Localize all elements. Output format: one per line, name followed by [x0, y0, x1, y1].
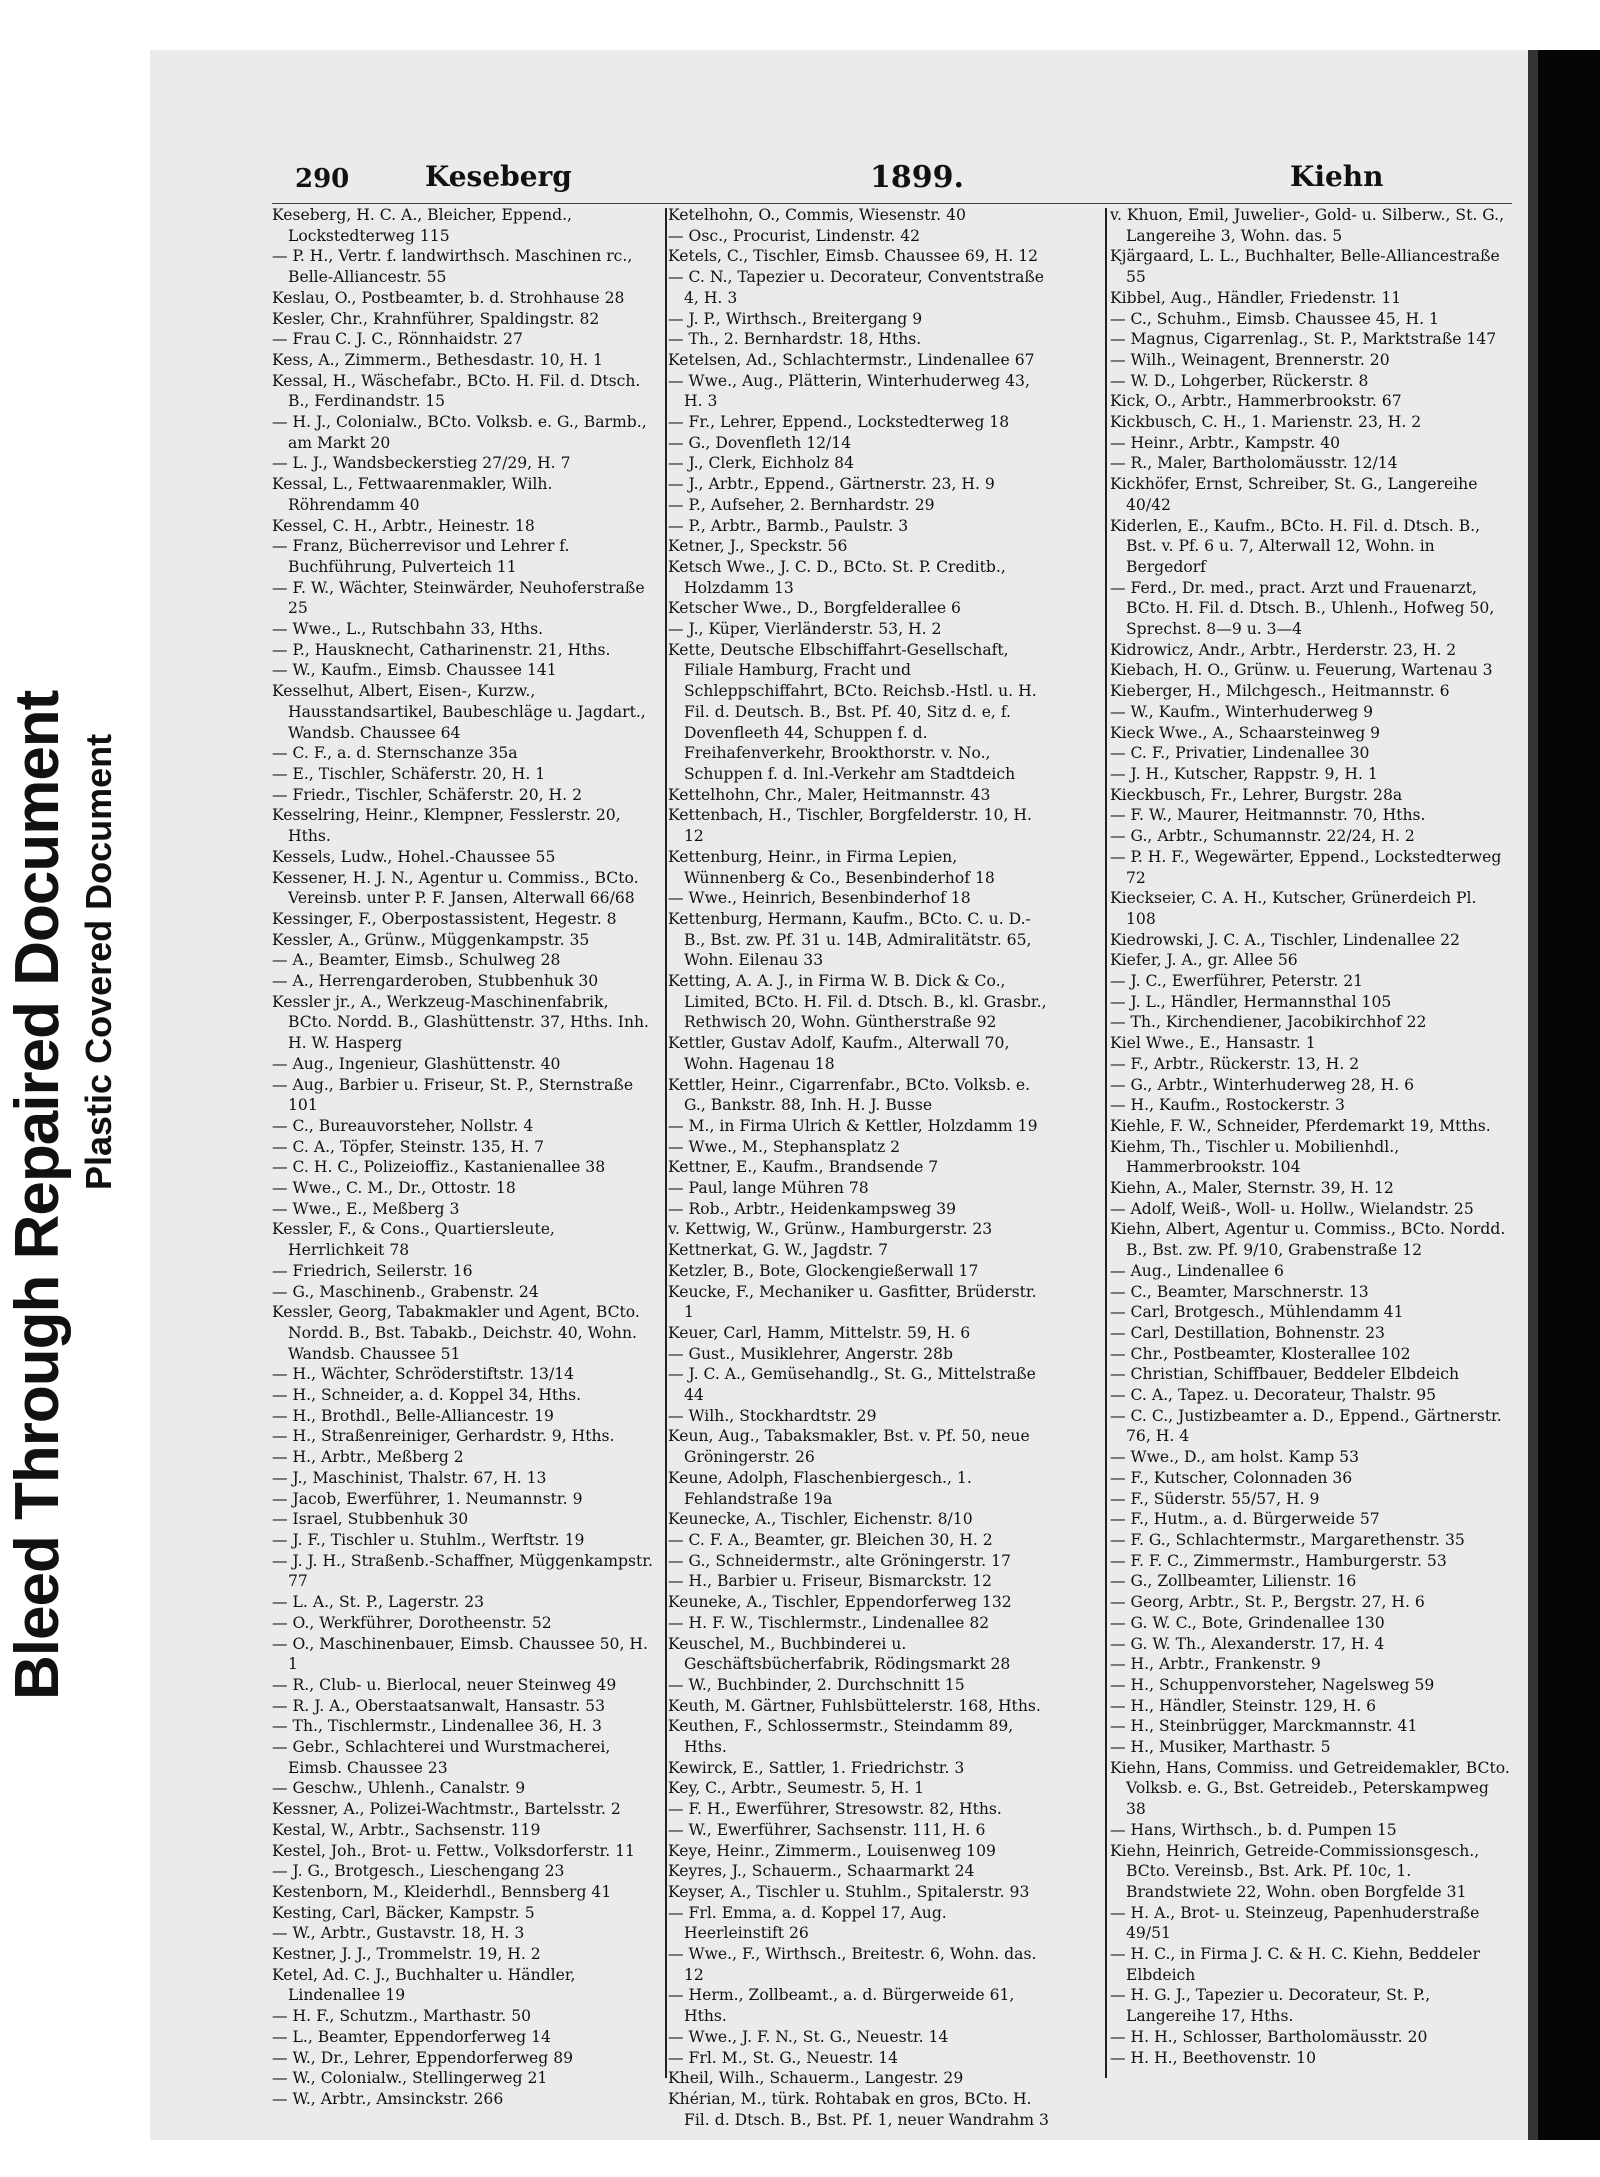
- directory-entry: — Wwe., C. M., Dr., Ottostr. 18: [272, 1179, 516, 1198]
- directory-entry: — Ferd., Dr. med., pract. Arzt und Frauenarzt, BCto. H. Fil. d. Dtsch. B., Uhlenh., Hofweg 50, Sprechst. 8—9 u. 3—4: [1110, 578, 1495, 639]
- directory-entry: — J. P., Wirthsch., Breitergang 9: [668, 309, 923, 328]
- directory-entry: — Wwe., L., Rutschbahn 33, Hths.: [272, 620, 544, 639]
- directory-entry: — Th., Kirchendiener, Jacobikirchhof 22: [1110, 1013, 1427, 1032]
- directory-entry: Kestal, W., Arbtr., Sachsenstr. 119: [272, 1820, 541, 1839]
- directory-entry: — Friedr., Tischler, Schäferstr. 20, H. 2: [272, 785, 582, 804]
- directory-entry: Kieck Wwe., A., Schaarsteinweg 9: [1110, 723, 1381, 742]
- directory-entry: — Heinr., Arbtr., Kampstr. 40: [1110, 433, 1341, 452]
- directory-entry: — Wwe., E., Meßberg 3: [272, 1199, 460, 1218]
- directory-entry: — Wwe., Heinrich, Besenbinderhof 18: [668, 889, 971, 908]
- directory-entry: — Aug., Lindenallee 6: [1110, 1261, 1284, 1280]
- directory-entry: Keyser, A., Tischler u. Stuhlm., Spitalerstr. 93: [668, 1882, 1030, 1901]
- directory-entry: — L. J., Wandsbeckerstieg 27/29, H. 7: [272, 454, 571, 473]
- directory-entry: — Wwe., J. F. N., St. G., Neuestr. 14: [668, 2027, 949, 2046]
- directory-entry: — G., Arbtr., Schumannstr. 22/24, H. 2: [1110, 827, 1415, 846]
- running-head-left: Keseberg: [425, 160, 572, 193]
- directory-entry: Keuer, Carl, Hamm, Mittelstr. 59, H. 6: [668, 1323, 971, 1342]
- directory-entry: — A., Beamter, Eimsb., Schulweg 28: [272, 951, 561, 970]
- directory-entry: — G., Arbtr., Winterhuderweg 28, H. 6: [1110, 1075, 1415, 1094]
- directory-entry: Kestner, J. J., Trommelstr. 19, H. 2: [272, 1945, 541, 1964]
- directory-entry: — Aug., Barbier u. Friseur, St. P., Sternstraße 101: [272, 1075, 634, 1115]
- directory-entry: — G., Maschinenb., Grabenstr. 24: [272, 1282, 539, 1301]
- directory-entry: — M., in Firma Ulrich & Kettler, Holzdamm 19: [668, 1116, 1038, 1135]
- directory-entry: — P., Arbtr., Barmb., Paulstr. 3: [668, 516, 909, 535]
- directory-entry: — H. H., Beethovenstr. 10: [1110, 2048, 1316, 2067]
- directory-entry: — J., Arbtr., Eppend., Gärtnerstr. 23, H. 9: [668, 475, 995, 494]
- directory-entry: Keseberg, H. C. A., Bleicher, Eppend., Lockstedterweg 115: [272, 206, 573, 245]
- directory-entry: — Adolf, Weiß-, Woll- u. Hollw., Wielandstr. 25: [1110, 1199, 1474, 1218]
- directory-entry: — J. C., Ewerführer, Peterstr. 21: [1110, 972, 1364, 991]
- directory-entry: — H., Schuppenvorsteher, Nagelsweg 59: [1110, 1675, 1435, 1694]
- directory-entry: — A., Herrengarderoben, Stubbenhuk 30: [272, 972, 599, 991]
- directory-entry: Kheil, Wilh., Schauerm., Langestr. 29: [668, 2069, 964, 2088]
- directory-entry: — Geschw., Uhlenh., Canalstr. 9: [272, 1779, 526, 1798]
- directory-entry: — H., Kaufm., Rostockerstr. 3: [1110, 1096, 1345, 1115]
- directory-entry: Key, C., Arbtr., Seumestr. 5, H. 1: [668, 1779, 925, 1798]
- directory-entry: Kesting, Carl, Bäcker, Kampstr. 5: [272, 1903, 535, 1922]
- directory-entry: Kiehn, A., Maler, Sternstr. 39, H. 12: [1110, 1179, 1394, 1198]
- directory-entry: — P., Hausknecht, Catharinenstr. 21, Hths.: [272, 640, 611, 659]
- directory-entry: Kettelhohn, Chr., Maler, Heitmannstr. 43: [668, 785, 991, 804]
- directory-entry: — H. H., Schlosser, Bartholomäusstr. 20: [1110, 2027, 1428, 2046]
- directory-entry: Kettler, Gustav Adolf, Kaufm., Alterwall 70, Wohn. Hagenau 18: [668, 1034, 1010, 1073]
- directory-entry: Kettner, E., Kaufm., Brandsende 7: [668, 1158, 939, 1177]
- column-divider: [1105, 208, 1107, 2078]
- directory-entry: — Gust., Musiklehrer, Angerstr. 28b: [668, 1344, 953, 1363]
- directory-entry: — G., Schneidermstr., alte Gröningerstr. 17: [668, 1551, 1011, 1570]
- directory-entry: — Wilh., Weinagent, Brennerstr. 20: [1110, 350, 1390, 369]
- directory-entry: Keuth, M. Gärtner, Fuhlsbüttelerstr. 168, Hths.: [668, 1696, 1041, 1715]
- directory-entry: Kiel Wwe., E., Hansastr. 1: [1110, 1034, 1316, 1053]
- page-edge-binding: [1538, 50, 1600, 2140]
- directory-entry: — Rob., Arbtr., Heidenkampsweg 39: [668, 1199, 957, 1218]
- directory-entry: Kjärgaard, L. L., Buchhalter, Belle-Alliancestraße 55: [1110, 247, 1500, 287]
- directory-entry: Keye, Heinr., Zimmerm., Louisenweg 109: [668, 1841, 996, 1860]
- directory-entry: — F. F. C., Zimmermstr., Hamburgerstr. 53: [1110, 1551, 1447, 1570]
- directory-entry: Ketner, J., Speckstr. 56: [668, 537, 848, 556]
- directory-entry: — C. N., Tapezier u. Decorateur, Conventstraße 4, H. 3: [668, 268, 1045, 307]
- directory-entry: Keuneke, A., Tischler, Eppendorferweg 132: [668, 1593, 1012, 1612]
- directory-entry: — H., Arbtr., Meßberg 2: [272, 1448, 464, 1467]
- directory-entry: Khérian, M., türk. Rohtabak en gros, BCto. H. Fil. d. Dtsch. B., Bst. Pf. 1, neuer Wandrahm 3: [668, 2089, 1049, 2129]
- directory-entry: Kiehm, Th., Tischler u. Mobilienhdl., Hammerbrookstr. 104: [1110, 1137, 1400, 1177]
- directory-entry: — H., Steinbrügger, Marckmannstr. 41: [1110, 1717, 1418, 1736]
- directory-entry: — C., Schuhm., Eimsb. Chaussee 45, H. 1: [1110, 309, 1439, 328]
- directory-entry: Ketscher Wwe., D., Borgfelderallee 6: [668, 599, 961, 618]
- column-divider: [665, 208, 667, 2078]
- directory-entry: Keucke, F., Mechaniker u. Gasfitter, Brüderstr. 1: [668, 1282, 1037, 1322]
- directory-entry: — Th., 2. Bernhardstr. 18, Hths.: [668, 330, 922, 349]
- directory-entry: Ketsch Wwe., J. C. D., BCto. St. P. Creditb., Holzdamm 13: [668, 557, 1006, 597]
- directory-entry: Kettenburg, Heinr., in Firma Lepien, Wünnenberg & Co., Besenbinderhof 18: [668, 847, 995, 887]
- directory-entry: Kiehle, F. W., Schneider, Pferdemarkt 19, Mtths.: [1110, 1116, 1491, 1135]
- directory-entry: — F., Arbtr., Rückerstr. 13, H. 2: [1110, 1054, 1360, 1073]
- directory-entry: Ketting, A. A. J., in Firma W. B. Dick & Co., Limited, BCto. H. Fil. d. Dtsch. B., kl. Grasbr., Rethwisch 20, Wohn. Güntherstraße 92: [668, 972, 1047, 1032]
- directory-entry: — F. W., Maurer, Heitmannstr. 70, Hths.: [1110, 806, 1426, 825]
- directory-entry: — W., Kaufm., Winterhuderweg 9: [1110, 702, 1374, 721]
- directory-entry: — G. W. C., Bote, Grindenallee 130: [1110, 1613, 1385, 1632]
- directory-entry: — J., Küper, Vierländerstr. 53, H. 2: [668, 620, 942, 639]
- directory-entry: Keuthen, F., Schlossermstr., Steindamm 89, Hths.: [668, 1717, 1014, 1757]
- directory-entry: Keslau, O., Postbeamter, b. d. Strohhause 28: [272, 288, 625, 307]
- directory-entry: — W., Colonialw., Stellingerweg 21: [272, 2069, 548, 2088]
- side-banner: [0, 0, 140, 2177]
- directory-entry: Kidrowicz, Andr., Arbtr., Herderstr. 23, H. 2: [1110, 640, 1457, 659]
- directory-entry: Kick, O., Arbtr., Hammerbrookstr. 67: [1110, 392, 1402, 411]
- directory-entry: Keune, Adolph, Flaschenbiergesch., 1. Fehlandstraße 19a: [668, 1468, 972, 1508]
- directory-entry: — Fr., Lehrer, Eppend., Lockstedterweg 18: [668, 413, 1010, 432]
- directory-entry: — Israel, Stubbenhuk 30: [272, 1510, 469, 1529]
- directory-entry: — J. H., Kutscher, Rappstr. 9, H. 1: [1110, 764, 1378, 783]
- directory-entry: — G. W. Th., Alexanderstr. 17, H. 4: [1110, 1634, 1385, 1653]
- directory-entry: Kewirck, E., Sattler, 1. Friedrichstr. 3: [668, 1758, 965, 1777]
- directory-entry: — H., Händler, Steinstr. 129, H. 6: [1110, 1696, 1377, 1715]
- directory-entry: — Herm., Zollbeamt., a. d. Bürgerweide 61, Hths.: [668, 1986, 1015, 2026]
- directory-entry: — G., Zollbeamter, Lilienstr. 16: [1110, 1572, 1357, 1591]
- directory-entry: — J. G., Brotgesch., Lieschengang 23: [272, 1862, 565, 1881]
- directory-entry: — J. J. H., Straßenb.-Schaffner, Müggenkampstr. 77: [272, 1551, 654, 1591]
- directory-entry: — Christian, Schiffbauer, Beddeler Elbdeich: [1110, 1365, 1460, 1384]
- directory-entry: — C. A., Töpfer, Steinstr. 135, H. 7: [272, 1137, 545, 1156]
- directory-entry: — E., Tischler, Schäferstr. 20, H. 1: [272, 764, 546, 783]
- directory-entry: — C., Bureauvorsteher, Nollstr. 4: [272, 1116, 534, 1135]
- directory-entry: — C. H. C., Polizeioffiz., Kastanienallee 38: [272, 1158, 606, 1177]
- directory-entry: — Franz, Bücherrevisor und Lehrer f. Buchführung, Pulverteich 11: [272, 537, 570, 576]
- directory-entry: v. Khuon, Emil, Juwelier-, Gold- u. Silberw., St. G., Langereihe 3, Wohn. das. 5: [1110, 206, 1505, 245]
- directory-entry: Kessler, Georg, Tabakmakler und Agent, BCto. Nordd. B., Bst. Tabakb., Deichstr. 40, Wohn. Wandsb. Chaussee 51: [272, 1303, 640, 1363]
- directory-entry: — W., Ewerführer, Sachsenstr. 111, H. 6: [668, 1820, 986, 1839]
- running-head-year: 1899.: [870, 160, 964, 195]
- directory-entry: — Carl, Brotgesch., Mühlendamm 41: [1110, 1303, 1404, 1322]
- directory-entry: Ketels, C., Tischler, Eimsb. Chaussee 69, H. 12: [668, 247, 1039, 266]
- directory-entry: — H. J., Colonialw., BCto. Volksb. e. G., Barmb., am Markt 20: [272, 413, 647, 452]
- directory-entry: — W., Arbtr., Gustavstr. 18, H. 3: [272, 1924, 525, 1943]
- banner-line-2: Plastic Covered Document: [78, 733, 119, 1190]
- directory-entry: Kessinger, F., Oberpostassistent, Hegestr. 8: [272, 909, 617, 928]
- directory-entry: Kestel, Joh., Brot- u. Fettw., Volksdorferstr. 11: [272, 1841, 635, 1860]
- directory-entry: Keunecke, A., Tischler, Eichenstr. 8/10: [668, 1510, 973, 1529]
- directory-entry: — H., Musiker, Marthastr. 5: [1110, 1738, 1331, 1757]
- directory-entry: Kieckseier, C. A. H., Kutscher, Grünerdeich Pl. 108: [1110, 889, 1477, 928]
- directory-entry: Kettenburg, Hermann, Kaufm., BCto. C. u. D.-B., Bst. zw. Pf. 31 u. 14B, Admiralitätstr. 65, Wohn. Eilenau 33: [668, 909, 1032, 970]
- directory-entry: Kessener, H. J. N., Agentur u. Commiss., BCto. Vereinsb. unter P. F. Jansen, Alterwall 66/68: [272, 868, 639, 908]
- directory-entry: — Wwe., M., Stephansplatz 2: [668, 1137, 901, 1156]
- directory-entry: — Paul, lange Mühren 78: [668, 1179, 869, 1198]
- directory-entry: — F. H., Ewerführer, Stresowstr. 82, Hths.: [668, 1800, 1002, 1819]
- directory-entry: — H., Barbier u. Friseur, Bismarckstr. 12: [668, 1572, 992, 1591]
- directory-entry: — R., Maler, Bartholomäusstr. 12/14: [1110, 454, 1398, 473]
- running-head-right: Kiehn: [1290, 160, 1384, 193]
- header-rule: [272, 203, 1512, 204]
- directory-entry: — H., Wächter, Schröderstiftstr. 13/14: [272, 1365, 575, 1384]
- directory-entry: — F. W., Wächter, Steinwärder, Neuhoferstraße 25: [272, 578, 645, 618]
- directory-entry: — G., Dovenfleth 12/14: [668, 433, 852, 452]
- directory-column-1: [272, 205, 655, 2110]
- directory-entry: — Carl, Destillation, Bohnenstr. 23: [1110, 1323, 1385, 1342]
- directory-entry: — H., Arbtr., Frankenstr. 9: [1110, 1655, 1321, 1674]
- directory-entry: Kiderlen, E., Kaufm., BCto. H. Fil. d. Dtsch. B., Bst. v. Pf. 6 u. 7, Alterwall 12, Wohn. in Bergedorf: [1110, 516, 1481, 576]
- directory-entry: Kiehn, Hans, Commiss. und Getreidemakler, BCto. Volksb. e. G., Bst. Getreideb., Peterskampweg 38: [1110, 1758, 1510, 1819]
- directory-entry: Kessner, A., Polizei-Wachtmstr., Bartelsstr. 2: [272, 1800, 621, 1819]
- directory-entry: Kesselring, Heinr., Klempner, Fesslerstr. 20, Hths.: [272, 806, 621, 846]
- directory-entry: Kiebach, H. O., Grünw. u. Feuerung, Wartenau 3: [1110, 661, 1493, 680]
- directory-entry: — Georg, Arbtr., St. P., Bergstr. 27, H. 6: [1110, 1593, 1425, 1612]
- directory-entry: v. Kettwig, W., Grünw., Hamburgerstr. 23: [668, 1220, 993, 1239]
- directory-entry: — Friedrich, Seilerstr. 16: [272, 1261, 473, 1280]
- directory-entry: — Aug., Ingenieur, Glashüttenstr. 40: [272, 1054, 561, 1073]
- directory-entry: — Frl. M., St. G., Neuestr. 14: [668, 2048, 899, 2067]
- directory-entry: — O., Werkführer, Dorotheenstr. 52: [272, 1613, 552, 1632]
- directory-entry: — P., Aufseher, 2. Bernhardstr. 29: [668, 495, 935, 514]
- directory-entry: Kieckbusch, Fr., Lehrer, Burgstr. 28a: [1110, 785, 1403, 804]
- directory-entry: — Magnus, Cigarrenlag., St. P., Marktstraße 147: [1110, 330, 1497, 349]
- directory-entry: — P. H. F., Wegewärter, Eppend., Lockstedterweg 72: [1110, 847, 1502, 887]
- directory-entry: — C. F. A., Beamter, gr. Bleichen 30, H. 2: [668, 1531, 993, 1549]
- directory-entry: Kessel, C. H., Arbtr., Heinestr. 18: [272, 516, 535, 535]
- directory-entry: — Chr., Postbeamter, Klosterallee 102: [1110, 1344, 1411, 1363]
- page-number: 290: [295, 164, 350, 194]
- directory-entry: Kibbel, Aug., Händler, Friedenstr. 11: [1110, 288, 1402, 307]
- directory-entry: — J. L., Händler, Hermannsthal 105: [1110, 992, 1392, 1011]
- directory-entry: Kessels, Ludw., Hohel.-Chaussee 55: [272, 847, 556, 866]
- directory-entry: Ketzler, B., Bote, Glockengießerwall 17: [668, 1261, 979, 1280]
- directory-entry: Kickhöfer, Ernst, Schreiber, St. G., Langereihe 40/42: [1110, 475, 1478, 514]
- directory-entry: — J. C. A., Gemüsehandlg., St. G., Mittelstraße 44: [668, 1365, 1036, 1405]
- directory-entry: — H. G. J., Tapezier u. Decorateur, St. P., Langereihe 17, Hths.: [1110, 1986, 1431, 2026]
- directory-entry: — H., Brothdl., Belle-Alliancestr. 19: [272, 1406, 554, 1425]
- directory-entry: — H. F., Schutzm., Marthastr. 50: [272, 2007, 532, 2026]
- directory-entry: Kesselhut, Albert, Eisen-, Kurzw., Hausstandsartikel, Baubeschläge u. Jagdart., Wandsb. Chaussee 64: [272, 682, 646, 742]
- page-header: [295, 160, 1385, 200]
- directory-entry: — Hans, Wirthsch., b. d. Pumpen 15: [1110, 1820, 1397, 1839]
- directory-entry: Kessler, A., Grünw., Müggenkampstr. 35: [272, 930, 590, 949]
- directory-entry: Kessler jr., A., Werkzeug-Maschinenfabrik, BCto. Nordd. B., Glashüttenstr. 37, Hths. Inh. H. W. Hasperg: [272, 992, 650, 1053]
- directory-entry: — W., Dr., Lehrer, Eppendorferweg 89: [272, 2048, 574, 2067]
- directory-entry: Kieberger, H., Milchgesch., Heitmannstr. 6: [1110, 682, 1450, 701]
- directory-entry: — C. A., Tapez. u. Decorateur, Thalstr. 95: [1110, 1386, 1437, 1405]
- directory-entry: Kiehn, Albert, Agentur u. Commiss., BCto. Nordd. B., Bst. zw. Pf. 9/10, Grabenstraße 12: [1110, 1220, 1506, 1260]
- directory-entry: Kess, A., Zimmerm., Bethesdastr. 10, H. 1: [272, 350, 603, 369]
- directory-entry: — W., Arbtr., Amsinckstr. 266: [272, 2089, 504, 2108]
- directory-entry: — P. H., Vertr. f. landwirthsch. Maschinen rc., Belle-Alliancestr. 55: [272, 247, 633, 287]
- directory-entry: — W., Kaufm., Eimsb. Chaussee 141: [272, 661, 557, 680]
- directory-entry: — Osc., Procurist, Lindenstr. 42: [668, 226, 921, 245]
- directory-entry: — J., Maschinist, Thalstr. 67, H. 13: [272, 1468, 547, 1487]
- directory-entry: Keuschel, M., Buchbinderei u. Geschäftsbücherfabrik, Rödingsmarkt 28: [668, 1634, 1011, 1674]
- directory-entry: — O., Maschinenbauer, Eimsb. Chaussee 50, H. 1: [272, 1634, 648, 1674]
- directory-entry: — J., Clerk, Eichholz 84: [668, 454, 855, 473]
- directory-entry: — Frau C. J. C., Rönnhaidstr. 27: [272, 330, 523, 349]
- directory-entry: Ketelsen, Ad., Schlachtermstr., Lindenallee 67: [668, 350, 1035, 369]
- directory-entry: — C. F., Privatier, Lindenallee 30: [1110, 744, 1370, 763]
- directory-entry: — H. C., in Firma J. C. & H. C. Kiehn, Beddeler Elbdeich: [1110, 1945, 1480, 1984]
- directory-entry: Kiefer, J. A., gr. Allee 56: [1110, 951, 1298, 970]
- directory-entry: — H. F. W., Tischlermstr., Lindenallee 82: [668, 1613, 990, 1632]
- directory-entry: — Wwe., Aug., Plätterin, Winterhuderweg 43, H. 3: [668, 371, 1030, 411]
- directory-entry: — H., Straßenreiniger, Gerhardstr. 9, Hths.: [272, 1427, 615, 1446]
- directory-entry: — J. F., Tischler u. Stuhlm., Werftstr. 19: [272, 1531, 585, 1549]
- directory-entry: — Jacob, Ewerführer, 1. Neumannstr. 9: [272, 1489, 583, 1508]
- directory-entry: Kettenbach, H., Tischler, Borgfelderstr. 10, H. 12: [668, 806, 1032, 846]
- directory-entry: Kessal, H., Wäschefabr., BCto. H. Fil. d. Dtsch. B., Ferdinandstr. 15: [272, 371, 641, 411]
- directory-entry: — C. C., Justizbeamter a. D., Eppend., Gärtnerstr. 76, H. 4: [1110, 1406, 1502, 1446]
- directory-entry: — F., Kutscher, Colonnaden 36: [1110, 1468, 1353, 1487]
- directory-entry: — Wwe., D., am holst. Kamp 53: [1110, 1448, 1359, 1467]
- directory-entry: — C., Beamter, Marschnerstr. 13: [1110, 1282, 1369, 1301]
- directory-entry: Kessler, F., & Cons., Quartiersleute, Herrlichkeit 78: [272, 1220, 555, 1260]
- directory-entry: — Frl. Emma, a. d. Koppel 17, Aug. Heerleinstift 26: [668, 1903, 947, 1943]
- directory-entry: — W., Buchbinder, 2. Durchschnitt 15: [668, 1675, 965, 1694]
- directory-entry: — Wilh., Stockhardtstr. 29: [668, 1406, 877, 1425]
- directory-entry: — C. F., a. d. Sternschanze 35a: [272, 744, 518, 763]
- directory-column-2: [668, 205, 1051, 2130]
- directory-entry: Kette, Deutsche Elbschiffahrt-Gesellschaft, Filiale Hamburg, Fracht und Schleppschiffahrt, BCto. Reichsb.-Hstl. u. H. Fil. d. Deutsch. B., Bst. Pf. 40, Sitz d. e, f. Dovenfleeth 44, Schuppen f. d. Freihafenverkehr, Brookthorstr. v. No., Schuppen f. d. Inl.-Verkehr am Stadtdeich: [668, 640, 1037, 783]
- directory-entry: Keun, Aug., Tabaksmakler, Bst. v. Pf. 50, neue Gröningerstr. 26: [668, 1427, 1030, 1467]
- directory-entry: Kettler, Heinr., Cigarrenfabr., BCto. Volksb. e. G., Bankstr. 88, Inh. H. J. Busse: [668, 1075, 1031, 1115]
- directory-entry: Kesler, Chr., Krahnführer, Spaldingstr. 82: [272, 309, 600, 328]
- directory-entry: — Wwe., F., Wirthsch., Breitestr. 6, Wohn. das. 12: [668, 1945, 1037, 1984]
- directory-entry: Ketelhohn, O., Commis, Wiesenstr. 40: [668, 206, 966, 224]
- directory-entry: — F., Hutm., a. d. Bürgerweide 57: [1110, 1510, 1380, 1529]
- directory-entry: — W. D., Lohgerber, Rückerstr. 8: [1110, 371, 1369, 390]
- directory-entry: Keyres, J., Schauerm., Schaarmarkt 24: [668, 1862, 975, 1881]
- directory-entry: Kiedrowski, J. C. A., Tischler, Lindenallee 22: [1110, 930, 1460, 949]
- directory-entry: Kickbusch, C. H., 1. Marienstr. 23, H. 2: [1110, 413, 1422, 432]
- directory-entry: — Gebr., Schlachterei und Wurstmacherei, Eimsb. Chaussee 23: [272, 1738, 611, 1777]
- directory-entry: Kiehn, Heinrich, Getreide-Commissionsgesch., BCto. Vereinsb., Bst. Ark. Pf. 10c, 1. Brandstwiete 22, Wohn. oben Borgfelde 31: [1110, 1841, 1480, 1901]
- directory-entry: — Th., Tischlermstr., Lindenallee 36, H. 3: [272, 1717, 602, 1736]
- directory-entry: — R. J. A., Oberstaatsanwalt, Hansastr. 53: [272, 1696, 606, 1715]
- directory-column-3: [1110, 205, 1510, 2068]
- directory-entry: — F., Süderstr. 55/57, H. 9: [1110, 1489, 1320, 1508]
- directory-entry: Ketel, Ad. C. J., Buchhalter u. Händler, Lindenallee 19: [272, 1965, 576, 2005]
- directory-entry: Kettnerkat, G. W., Jagdstr. 7: [668, 1241, 888, 1260]
- directory-entry: — L. A., St. P., Lagerstr. 23: [272, 1593, 485, 1612]
- banner-line-1: Bleed Through Repaired Document: [3, 690, 72, 1700]
- directory-entry: — F. G., Schlachtermstr., Margarethenstr. 35: [1110, 1531, 1465, 1549]
- directory-entry: — R., Club- u. Bierlocal, neuer Steinweg 49: [272, 1675, 617, 1694]
- directory-entry: Kestenborn, M., Kleiderhdl., Bennsberg 41: [272, 1882, 612, 1901]
- directory-entry: Kessal, L., Fettwaarenmakler, Wilh. Röhrendamm 40: [272, 475, 553, 514]
- directory-entry: — H., Schneider, a. d. Koppel 34, Hths.: [272, 1386, 582, 1405]
- directory-entry: — L., Beamter, Eppendorferweg 14: [272, 2027, 551, 2046]
- directory-entry: — H. A., Brot- u. Steinzeug, Papenhuderstraße 49/51: [1110, 1903, 1480, 1943]
